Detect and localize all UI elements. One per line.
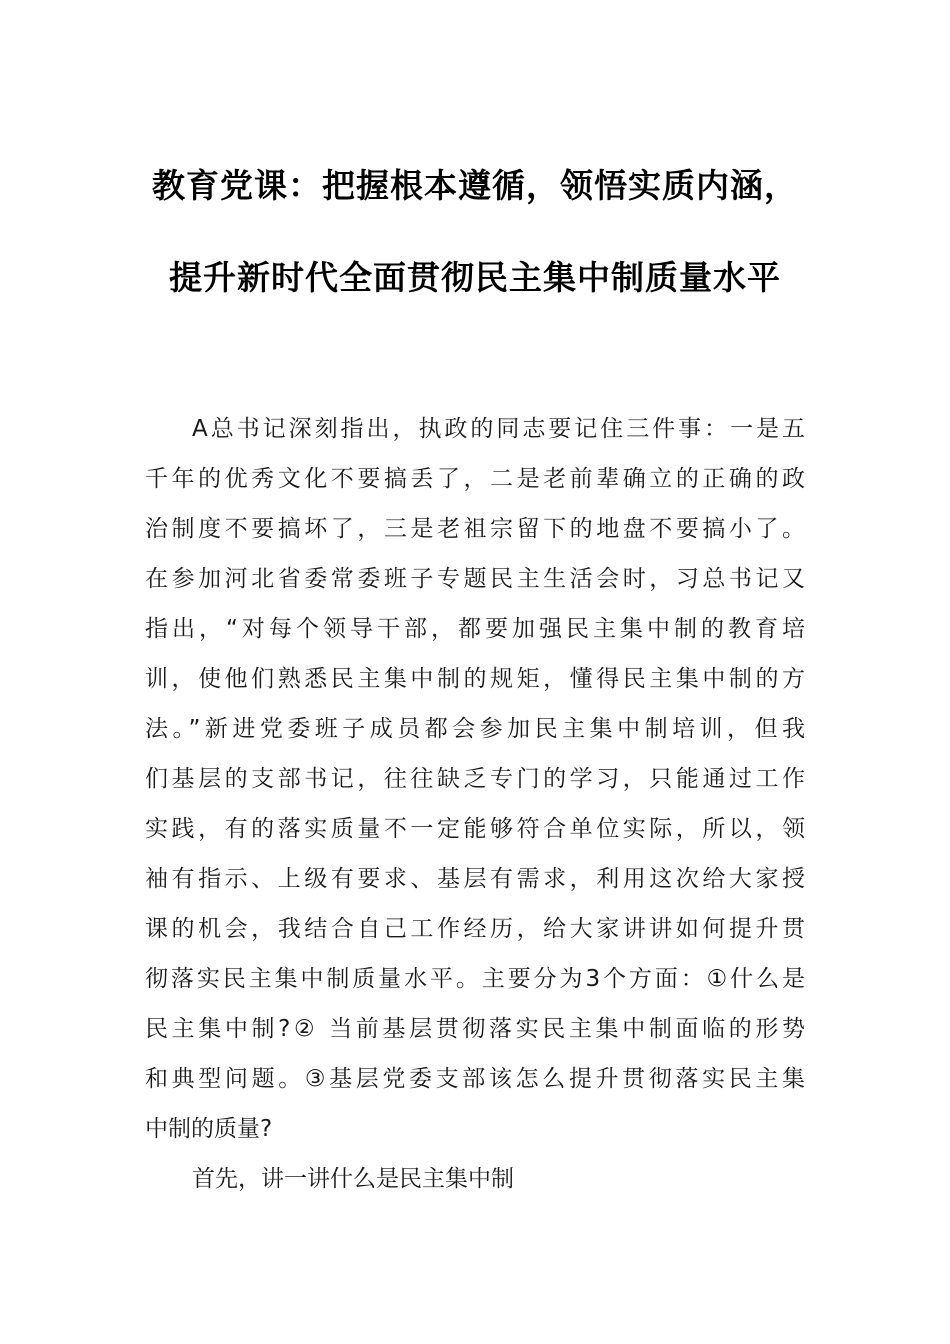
paragraph-1-line: 实践，有的落实质量不一定能够符合单位实际，所以，领 xyxy=(145,816,805,842)
paragraph-1-line: 们基层的支部书记，往往缺乏专门的学习，只能通过工作 xyxy=(145,766,805,792)
document-title-line-2: 提升新时代全面贯彻民主集中制质量水平 xyxy=(169,258,781,297)
paragraph-2: 首先，讲一讲什么是民主集中制 xyxy=(192,1166,514,1192)
paragraph-1-line: 民主集中制?② 当前基层贯彻落实民主集中制面临的形势 xyxy=(145,1016,805,1042)
paragraph-1-line: 课的机会，我结合自己工作经历，给大家讲讲如何提升贯 xyxy=(145,916,805,942)
paragraph-1-line: 训，使他们熟悉民主集中制的规矩，懂得民主集中制的方 xyxy=(145,666,805,692)
paragraph-1-line: A总书记深刻指出，执政的同志要记住三件事：一是五 xyxy=(192,416,805,442)
paragraph-1-line: 袖有指示、上级有要求、基层有需求，利用这次给大家授 xyxy=(145,866,805,892)
paragraph-1-line: 彻落实民主集中制质量水平。主要分为3个方面：①什么是 xyxy=(145,966,805,992)
paragraph-1-line: 千年的优秀文化不要搞丢了，二是老前辈确立的正确的政 xyxy=(145,466,805,492)
paragraph-1-line: 法。”新进党委班子成员都会参加民主集中制培训，但我 xyxy=(145,716,805,742)
paragraph-1-line: 指出，“对每个领导干部，都要加强民主集中制的教育培 xyxy=(145,616,805,642)
paragraph-1-line: 和典型问题。③基层党委支部该怎么提升贯彻落实民主集 xyxy=(145,1066,805,1092)
document-title-line-1: 教育党课：把握根本遵循，领悟实质内涵， xyxy=(152,166,798,205)
paragraph-1-line: 中制的质量? xyxy=(145,1116,273,1142)
paragraph-1-line: 在参加河北省委常委班子专题民主生活会时，习总书记又 xyxy=(145,566,805,592)
paragraph-1-line: 治制度不要搞坏了，三是老祖宗留下的地盘不要搞小了。 xyxy=(145,516,805,542)
